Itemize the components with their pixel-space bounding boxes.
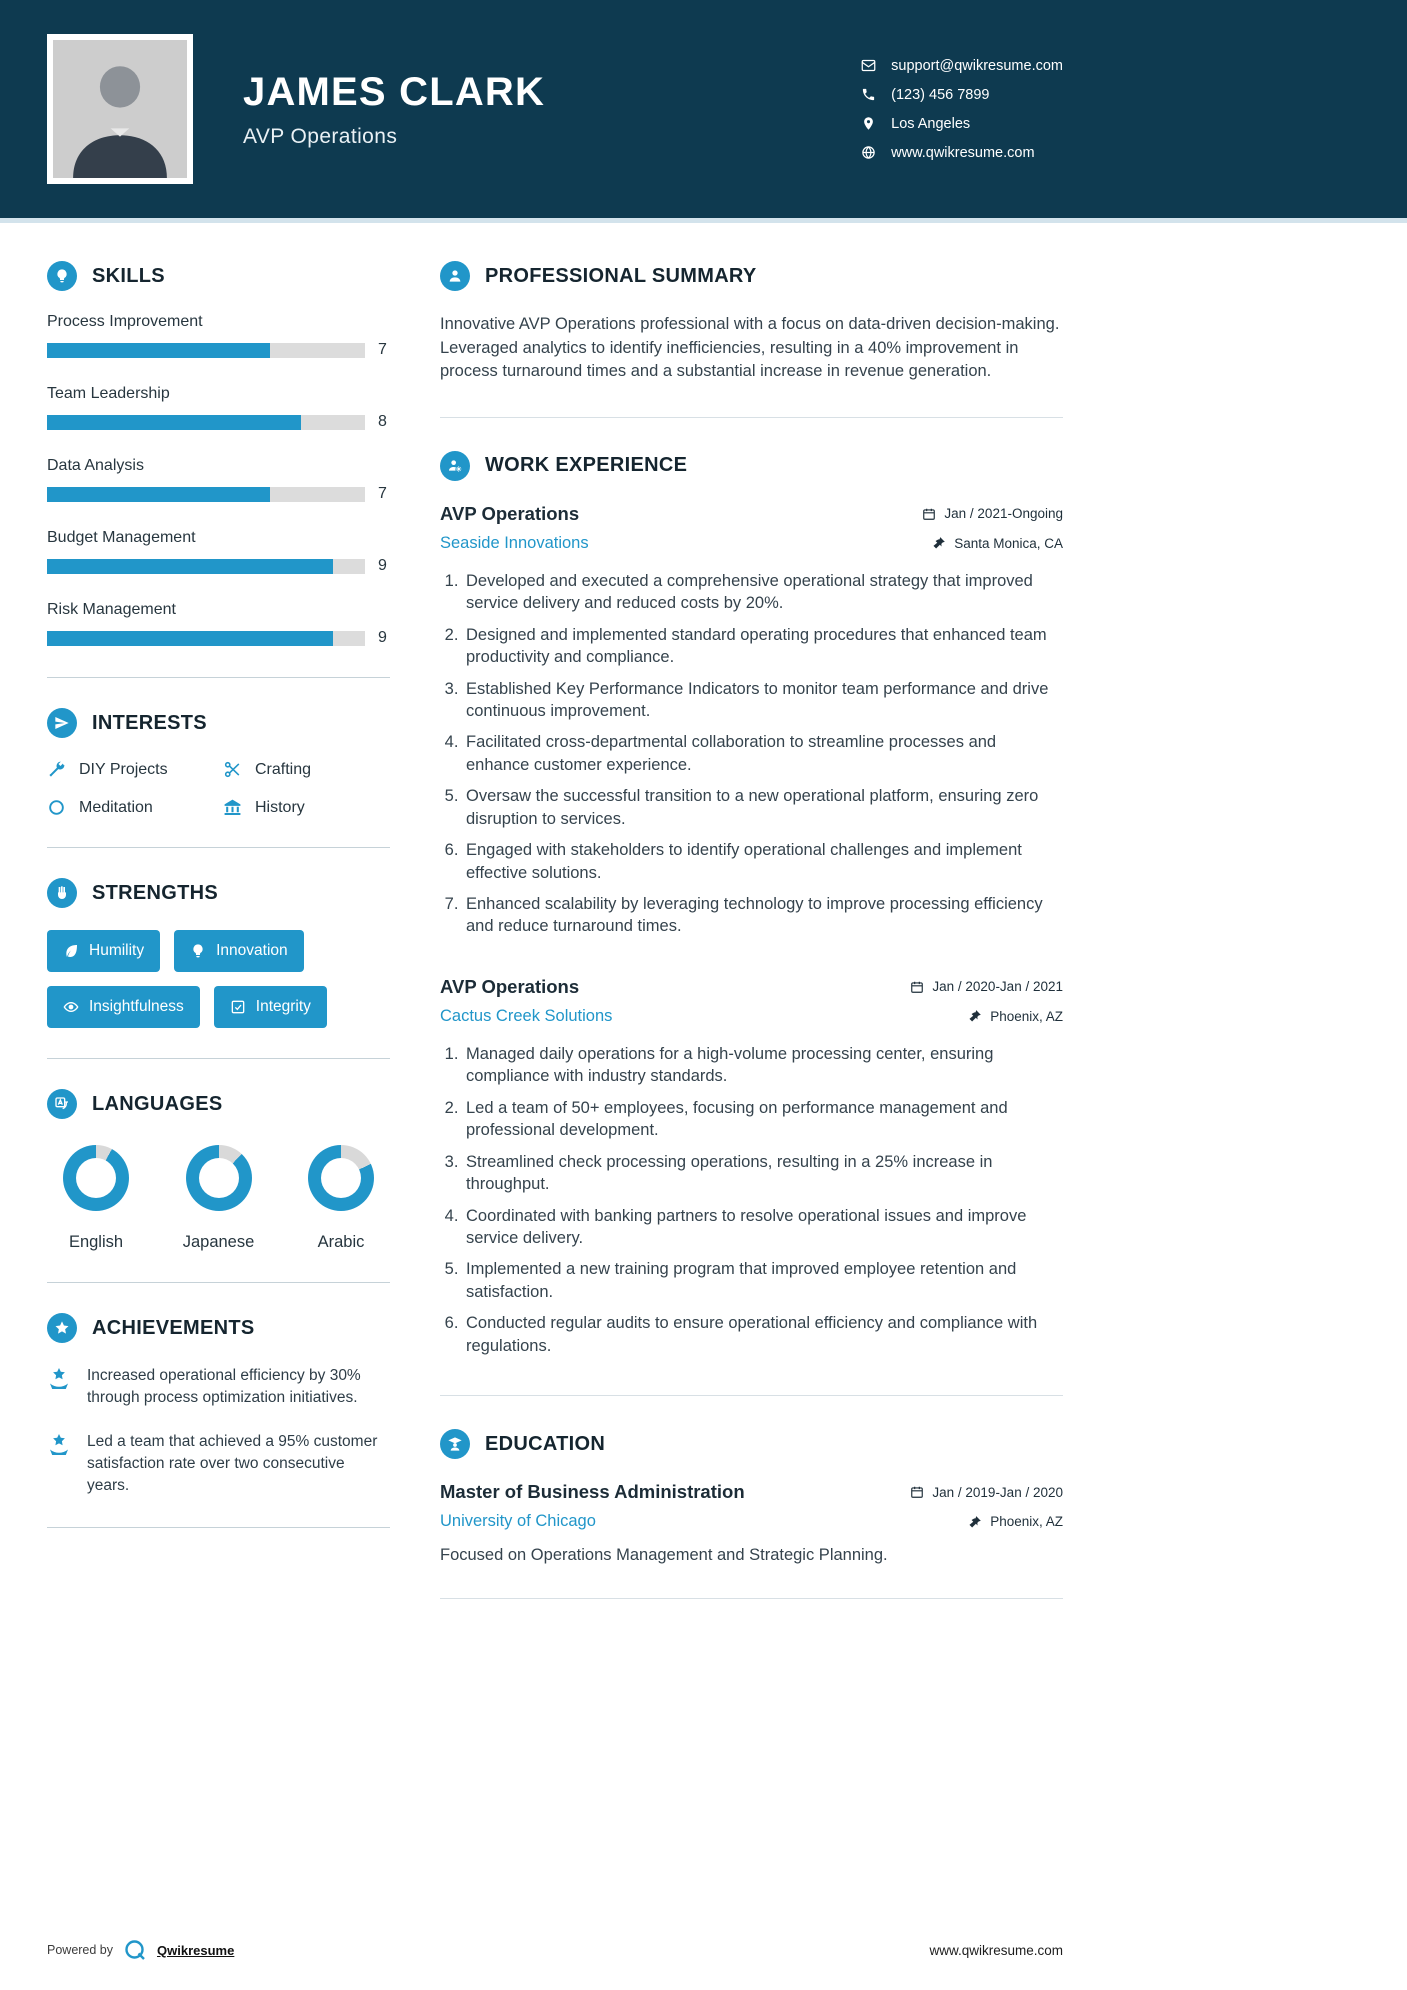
strengths-section [47,878,390,1028]
education-location-text: Phoenix, AZ [990,1514,1063,1530]
skill-bar-fill [47,631,333,646]
contact-website[interactable] [861,145,1063,161]
interests-list [47,760,390,817]
qwikresume-logo-icon [123,1938,147,1962]
skill-label: Budget Management [47,529,196,546]
job-bullet: 2. Led a team of 50+ employees, focusing on performance management and professional development. [463,1097,1063,1142]
skill-bar-track [47,415,365,430]
education-heading: EDUCATION [485,1432,606,1455]
calendar-icon [910,1485,924,1499]
achievements-list [47,1365,390,1497]
achievement-text: Led a team that achieved a 95% customer satisfaction rate over two consecutive years. [87,1433,378,1494]
job-title: AVP Operations [440,502,580,524]
skill-bar-track [47,343,365,358]
education-dates-text: Jan / 2019-Jan / 2020 [932,1484,1063,1500]
skill-bar-fill [47,343,270,358]
education-location [968,1514,1063,1529]
strength-chip [214,986,327,1028]
achievement-text: Increased operational efficiency by 30% through process optimization initiatives. [87,1367,361,1406]
job-location-text: Santa Monica, CA [954,535,1063,551]
header [0,0,1407,218]
skill-score: 7 [378,341,387,358]
job-bullet: 1. Managed daily operations for a high-volume processing center, ensuring compliance with industry standards. [463,1043,1063,1088]
powered-by-label: Powered by [47,1943,114,1957]
job-entry [440,503,1063,938]
education-dates [910,1485,1063,1500]
job-dates [910,979,1063,994]
lightbulb-icon [190,943,206,959]
skill-bar-fill [47,487,270,502]
skill-item [47,457,390,503]
job-location [932,536,1063,551]
skill-item [47,313,390,359]
contact-email-text: support@qwikresume.com [891,57,1063,74]
interest-item [47,760,223,779]
hand-star-icon [47,1433,71,1457]
job-bullet: 7. Enhanced scalability by leveraging technology to improve processing efficiency and reduce turnaround times. [463,893,1063,938]
globe-icon [861,145,876,160]
work-experience-icon [440,451,470,481]
language-item [53,1145,139,1252]
skill-label: Risk Management [47,601,176,618]
email-icon [861,58,876,73]
summary-heading: PROFESSIONAL SUMMARY [485,264,757,287]
achievement-item [47,1365,390,1409]
languages-list [47,1141,390,1252]
languages-heading: LANGUAGES [92,1092,223,1115]
job-bullet: 3. Streamlined check processing operations, resulting in a 25% increase in throughput. [463,1151,1063,1196]
job-location-text: Phoenix, AZ [990,1008,1063,1024]
experience-heading: WORK EXPERIENCE [485,454,688,477]
strength-chip [174,930,304,972]
main-column [440,261,1063,1632]
skill-bar-track [47,631,365,646]
skill-score: 8 [378,413,387,430]
skill-label: Team Leadership [47,385,170,402]
achievements-heading: ACHIEVEMENTS [92,1316,255,1339]
graduate-icon [440,1429,470,1459]
qwikresume-link[interactable]: Qwikresume [157,1942,235,1958]
strengths-list [47,930,390,1028]
checkbox-icon [230,999,246,1015]
paper-plane-icon [47,708,77,738]
achievements-section [47,1313,390,1497]
hand-star-icon [47,1367,71,1391]
header-accent-strip [0,218,1407,223]
interest-item [47,798,223,817]
interest-label: Meditation [79,798,153,816]
job-bullet: 4. Facilitated cross-departmental collaboration to streamline processes and enhance customer experience. [463,731,1063,776]
scissors-icon [223,760,242,779]
achievement-item [47,1431,390,1497]
strength-chip [47,986,200,1028]
strength-label: Innovation [216,942,288,959]
language-label: Japanese [182,1233,255,1251]
contact-location [861,116,1063,132]
pushpin-icon [932,536,946,550]
divider [440,417,1063,418]
sidebar [47,261,390,1632]
lightbulb-icon [47,261,77,291]
job-bullet: 6. Conducted regular audits to ensure operational efficiency and compliance with regulations. [463,1312,1063,1357]
education-section [440,1429,1063,1565]
interest-item [223,798,390,817]
divider [47,847,390,848]
language-label: Arabic [317,1233,365,1251]
education-description: Focused on Operations Management and Strategic Planning. [440,1546,888,1565]
language-label: English [68,1233,124,1251]
job-bullet: 2. Designed and implemented standard operating procedures that enhanced team productivity and compliance. [463,624,1063,669]
divider [440,1395,1063,1396]
language-item [298,1145,384,1252]
job-bullet: 5. Oversaw the successful transition to a new operational platform, ensuring zero disruption to services. [463,785,1063,830]
job-bullet: 1. Developed and executed a comprehensive operational strategy that improved service delivery and reduced costs by 20%. [463,570,1063,615]
footer [47,1938,1063,1962]
star-icon [47,1313,77,1343]
divider [47,677,390,678]
interest-label: History [255,798,305,816]
divider [47,1058,390,1059]
job-title-header: AVP Operations [243,124,398,148]
job-bullet: 5. Implemented a new training program that improved employee retention and satisfaction. [463,1258,1063,1303]
job-bullet: 3. Established Key Performance Indicators to monitor team performance and drive continuous improvement. [463,678,1063,723]
skill-score: 9 [378,557,387,574]
skill-bar-track [47,487,365,502]
strength-label: Humility [89,942,145,959]
language-item [176,1145,262,1252]
content [47,261,1063,1632]
job-bullets [440,570,1063,938]
job-location [968,1009,1063,1024]
eye-icon [63,999,79,1015]
skill-bar-track [47,559,365,574]
job-bullet: 6. Engaged with stakeholders to identify operational challenges and implement effective solutions. [463,839,1063,884]
skill-item [47,529,390,575]
interest-label: DIY Projects [79,760,168,778]
interest-label: Crafting [255,760,312,778]
skill-item [47,601,390,647]
divider [47,1282,390,1283]
skill-label: Process Improvement [47,313,203,330]
profile-photo [47,34,193,184]
summary-text: Innovative AVP Operations professional with a focus on data-driven decision-making. Leveraged analytics to identify inefficiencies, resulting in a 40% improvement in process turnaround times and a substantial increase in revenue generation. [440,315,1060,381]
footer-website: www.qwikresume.com [929,1942,1063,1958]
strengths-heading: STRENGTHS [92,881,219,904]
contact-website-text: www.qwikresume.com [891,144,1035,161]
name: JAMES CLARK [243,69,546,114]
calendar-icon [922,507,936,521]
job-entry [440,976,1063,1357]
language-donut [186,1145,252,1211]
strength-label: Insightfulness [89,998,184,1015]
strength-label: Integrity [255,998,311,1015]
leaf-icon [63,943,79,959]
circle-icon [47,798,66,817]
divider [440,1598,1063,1599]
pushpin-icon [968,1009,982,1023]
languages-section [47,1089,390,1252]
contact-phone-text: (123) 456 7899 [891,86,990,103]
skill-item [47,385,390,431]
job-bullets [440,1043,1063,1357]
interests-heading: INTERESTS [92,711,207,734]
translate-icon [47,1089,77,1119]
contact-email[interactable] [861,58,1063,74]
school-link[interactable]: University of Chicago [440,1512,596,1531]
contact-block [861,58,1063,161]
divider [47,1527,390,1528]
job-dates-text: Jan / 2021-Ongoing [944,506,1063,522]
summary-section [440,261,1063,384]
language-donut [308,1145,374,1211]
language-donut [63,1145,129,1211]
person-icon [440,261,470,291]
phone-icon [861,87,876,102]
calendar-icon [910,980,924,994]
skill-bar-fill [47,559,333,574]
degree-title: Master of Business Administration [440,1481,745,1503]
interests-section [47,708,390,817]
contact-location-text: Los Angeles [891,115,971,132]
skill-score: 9 [378,629,387,646]
skills-section [47,261,390,647]
profile-photo-image [53,40,187,178]
location-icon [861,116,876,131]
skill-score: 7 [378,485,387,502]
strength-chip [47,930,160,972]
job-dates-text: Jan / 2020-Jan / 2021 [932,979,1063,995]
bank-icon [223,798,242,817]
contact-phone [861,87,1063,103]
skills-heading: SKILLS [92,264,165,287]
job-dates [922,506,1063,521]
job-title: AVP Operations [440,975,580,997]
company-link[interactable]: Cactus Creek Solutions [440,1006,613,1025]
fist-icon [47,878,77,908]
job-bullet: 4. Coordinated with banking partners to resolve operational issues and improve service delivery. [463,1205,1063,1250]
pushpin-icon [968,1515,982,1529]
experience-section [440,451,1063,1357]
skill-bar-fill [47,415,301,430]
company-link[interactable]: Seaside Innovations [440,533,589,552]
interest-item [223,760,390,779]
wrench-icon [47,760,66,779]
skills-list [47,313,390,647]
skill-label: Data Analysis [47,457,144,474]
